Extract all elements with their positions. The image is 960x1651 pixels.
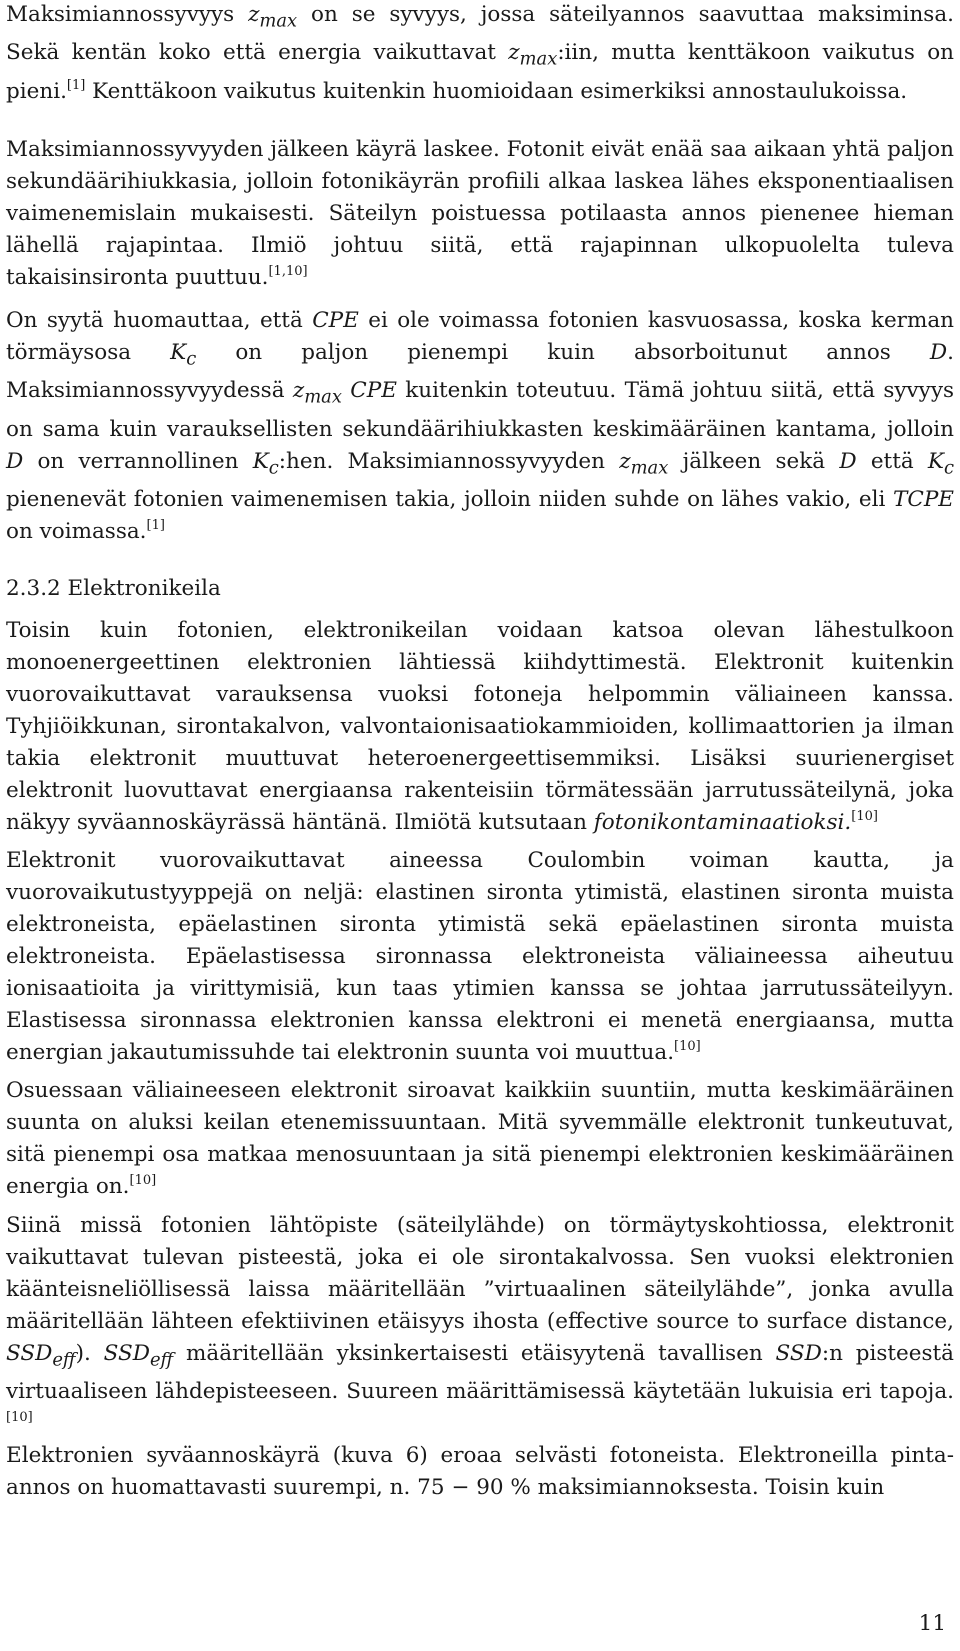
citation: [1] — [146, 517, 165, 533]
paragraph-cpe: On syytä huomauttaa, että CPE ei ole voimassa fotonien kasvuosassa, koska kerman törmäysosa $K_c$ on paljon pienempi kuin absorboitunut annos D. Maksimiannossyvyydessä $z_{max}$ CPE kuitenkin toteutuu. Tämä johtuu siitä, että syvyys on sama kuin varauksellisten sekundäärihiukkasten keskimääräinen kantama, jolloin D on verrannollinen $K_c:hen$. Maksimiannossyvyyden $z_{max}$ jälkeen sekä D että $K_c$ pienenevät fotonien vaimenemisen takia, jolloin niiden suhde on lähes vakio, eli TCPE on voimassa.[1] — [6, 308, 955, 544]
citation: [10] — [674, 1039, 701, 1054]
paragraph-depth-dose-curve: Elektronien syväannoskäyrä (kuva 6) eroaa selvästi fotoneista. Elektroneilla pinta-annos on huomattavasti suurempi, n. 75 − 90 % maksimiannoksesta. Toisin kuin — [6, 1443, 954, 1500]
paragraph-max-dose-depth: Maksimiannossyvyys $z_{max}$ on se syvyys, jossa säteilyannos saavuttaa maksiminsa. Sekä kentän koko että energia vaikuttavat $z_{max}:iin$, mutta kenttäkoon vaikutus on pieni.[1] Kenttäkoon vaikutus kuitenkin huomioidaan esimerkiksi annostaulukoissa. — [6, 2, 955, 104]
paragraph-scattering-direction: Osuessaan väliaineeseen elektronit siroavat kaikkiin suuntiin, mutta keskimääräinen suunta on aluksi keilan etenemissuuntaan. Mitä syvemmälle elektronit tunkeutuvat, sitä pienempi osa matkaa menosuuntaan ja sitä pienempi elektronien keskimääräinen energia on.[10] — [6, 1078, 954, 1199]
citation: [10] — [129, 1173, 157, 1188]
paragraph-interaction-types: Elektronit vuorovaikuttavat aineessa Coulombin voiman kautta, ja vuorovaikutustyyppejä on neljä: elastinen sironta ytimistä, elastinen sironta muista elektroneista, epäelastinen sironta ytimistä sekä epäelastinen sironta muista elektroneista. Epäelastisessa sironnassa elektroneista väliaineessa aiheutuu ionisaatioita ja virittymisiä, kun taas ytimien kanssa se johtaa jarrutussäteilyyn. Elastisessa sironnassa elektronien kanssa elektroni ei menetä energiaansa, mutta energian jakautumissuhde tai elektronin suunta voi muuttua.[10] — [6, 848, 954, 1065]
citation: [1,10] — [268, 264, 308, 279]
citation: [10] — [851, 809, 878, 824]
citation: [10] — [6, 1410, 33, 1426]
math-z: z — [508, 40, 520, 66]
citation: [1] — [66, 77, 86, 93]
math-sub: max — [259, 10, 298, 32]
math-sub: max — [519, 48, 558, 70]
section-heading: 2.3.2 Elektronikeila — [6, 576, 221, 601]
paragraph-virtual-source: Siinä missä fotonien lähtöpiste (säteilylähde) on törmäytyskohtiossa, elektronit vaikuttavat tulevan pisteestä, joka ei ole sirontakalvossa. Sen vuoksi elektronien käänteisneliöllisessä laissa määritellään ”virtuaalinen säteilylähde”, jonka avulla määritellään lähteen efektiivinen etäisyys ihosta (effective source to surface distance, $SSD_{eff}$). $SSD_{eff}$ määritellään yksinkertaisesti etäisyytenä tavallisen SSD:n pisteestä virtuaaliseen lähdepisteeseen. Suureen määrittämisessä käytetään lukuisia eri tapoja.[10] — [6, 1213, 954, 1426]
paragraph-electron-beam: Toisin kuin fotonien, elektronikeilan voidaan katsoa olevan lähestulkoon monoenergeettinen elektronien lähtiessä kiihdyttimestä. Elektronit kuitenkin vuorovaikuttavat varauksensa vuoksi fotoneja helpommin väliaineen kanssa. Tyhjiöikkunan, sirontakalvon, valvontaionisaatiokammioiden, kollimaattorien ja ilman takia elektronit muuttuvat heteroenergeettisemmiksi. Lisäksi suurienergiset elektronit luovuttavat energiaansa rakenteisiin törmätessään jarrutussäteilynä, joka näkyy syväannoskäyrässä häntänä. Ilmiötä kutsutaan fotonikontaminaatioksi.[10] — [6, 618, 954, 835]
emphasis-term: fotonikontaminaatioksi. — [593, 810, 852, 835]
math-z: z — [248, 2, 260, 27]
paragraph-dose-decline: Maksimiannossyvyyden jälkeen käyrä laskee. Fotonit eivät enää saa aikaan yhtä paljon sekundäärihiukkasia, jolloin fotonikäyrän profiili alkaa laskea lähes eksponentiaalisen vaimenemislain mukaisesti. Säteilyn poistuessa potilaasta annos pienenee hieman lähellä rajapintaa. Ilmiö johtuu siitä, että rajapinnan ulkopuolelta tuleva takaisinsironta puuttuu.[1,10] — [6, 137, 954, 290]
page-number: 11 — [918, 1611, 946, 1636]
